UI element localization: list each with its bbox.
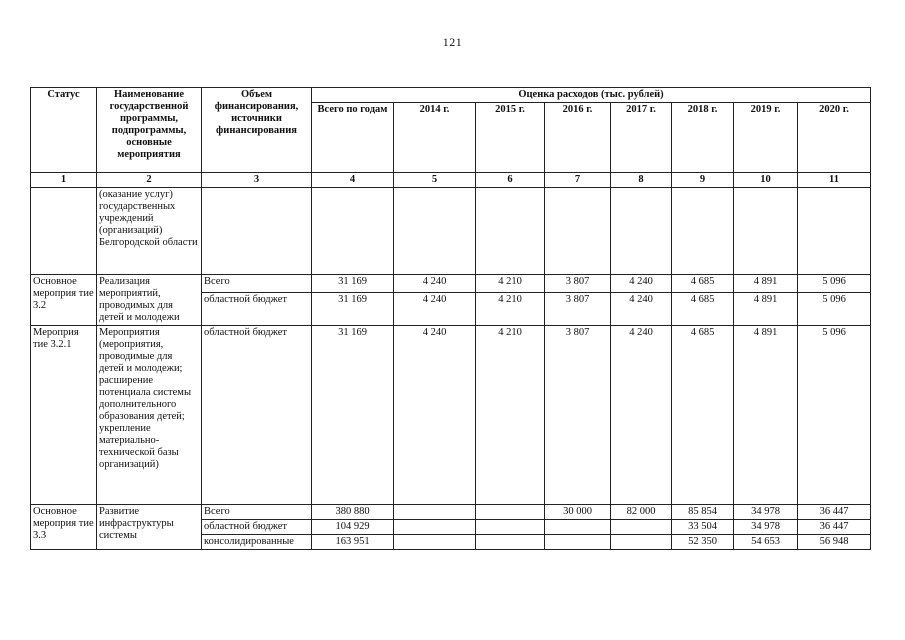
value-cell: 4 891: [734, 275, 798, 293]
status-cell: Мероприя тие 3.2.1: [31, 326, 97, 505]
value-cell: [394, 535, 476, 550]
status-cell: Основное мероприя тие 3.3: [31, 505, 97, 550]
header-year: 2016 г.: [545, 103, 611, 173]
name-cell: Мероприятия (мероприятия, проводимые для детей и молодежи; расширение потенциала системы дополнительного образования детей; укрепление материально-технической базы организаций): [97, 326, 202, 505]
value-cell: 31 169: [312, 326, 394, 505]
header-year: 2014 г.: [394, 103, 476, 173]
value-cell: 31 169: [312, 275, 394, 293]
value-cell: [545, 535, 611, 550]
continuation-text: (оказание услуг) государственных учреждений (организаций) Белгородской области: [97, 188, 202, 275]
value-cell: 4 685: [672, 326, 734, 505]
value-cell: 163 951: [312, 535, 394, 550]
status-cell: [31, 188, 97, 275]
name-cell: Развитие инфраструктуры системы: [97, 505, 202, 550]
header-year: 2018 г.: [672, 103, 734, 173]
value-cell: 56 948: [798, 535, 871, 550]
header-volume: Объем финансирования, источники финансирования: [202, 88, 312, 173]
value-cell: 36 447: [798, 520, 871, 535]
value-cell: 34 978: [734, 520, 798, 535]
value-cell: 33 504: [672, 520, 734, 535]
value-cell: 4 210: [476, 293, 545, 326]
column-number: 6: [476, 173, 545, 188]
page-number: 121: [442, 35, 463, 49]
header-row: [31, 88, 871, 103]
value-cell: 4 210: [476, 275, 545, 293]
column-number: 2: [97, 173, 202, 188]
value-cell: 4 210: [476, 326, 545, 505]
value-cell: 380 880: [312, 505, 394, 520]
value-cell: 4 685: [672, 293, 734, 326]
source-cell: областной бюджет: [202, 326, 312, 505]
table-row: [31, 326, 871, 505]
header-year: 2019 г.: [734, 103, 798, 173]
value-cell: 85 854: [672, 505, 734, 520]
value-cell: [545, 520, 611, 535]
header-name: Наименование государственной программы, подпрограммы, основные мероприятия: [97, 88, 202, 173]
value-cell: [476, 520, 545, 535]
column-number: 4: [312, 173, 394, 188]
value-cell: 4 240: [394, 326, 476, 505]
source-cell: областной бюджет: [202, 293, 312, 326]
value-cell: 3 807: [545, 326, 611, 505]
value-cell: 5 096: [798, 293, 871, 326]
column-numbers-row: [31, 173, 871, 188]
value-cell: 4 891: [734, 326, 798, 505]
value-cell: 34 978: [734, 505, 798, 520]
value-cell: [476, 535, 545, 550]
value-cell: 5 096: [798, 326, 871, 505]
column-number: 9: [672, 173, 734, 188]
column-number: 10: [734, 173, 798, 188]
header-year: 2017 г.: [611, 103, 672, 173]
status-cell: Основное мероприя тие 3.2: [31, 275, 97, 326]
value-cell: [611, 535, 672, 550]
value-cell: [611, 520, 672, 535]
source-cell: областной бюджет: [202, 520, 312, 535]
value-cell: 4 240: [611, 293, 672, 326]
source-cell: Всего: [202, 505, 312, 520]
column-number: 7: [545, 173, 611, 188]
value-cell: 104 929: [312, 520, 394, 535]
value-cell: 82 000: [611, 505, 672, 520]
value-cell: 52 350: [672, 535, 734, 550]
table-row: [31, 275, 871, 293]
column-number: 8: [611, 173, 672, 188]
header-year: 2015 г.: [476, 103, 545, 173]
header-year: 2020 г.: [798, 103, 871, 173]
value-cell: 54 653: [734, 535, 798, 550]
value-cell: 4 685: [672, 275, 734, 293]
source-cell: Всего: [202, 275, 312, 293]
value-cell: [394, 505, 476, 520]
value-cell: 31 169: [312, 293, 394, 326]
budget-table: [30, 87, 871, 550]
value-cell: 4 240: [394, 293, 476, 326]
column-number: 11: [798, 173, 871, 188]
value-cell: 4 240: [611, 275, 672, 293]
header-total: Всего по годам: [312, 103, 394, 173]
value-cell: 36 447: [798, 505, 871, 520]
value-cell: 3 807: [545, 293, 611, 326]
value-cell: 5 096: [798, 275, 871, 293]
source-cell: консолидированные: [202, 535, 312, 550]
table-row: [31, 505, 871, 520]
value-cell: 3 807: [545, 275, 611, 293]
value-cell: 30 000: [545, 505, 611, 520]
header-cost-group: Оценка расходов (тыс. рублей): [312, 88, 871, 103]
value-cell: 4 240: [611, 326, 672, 505]
value-cell: [394, 520, 476, 535]
table-row: [31, 188, 871, 275]
value-cell: 4 891: [734, 293, 798, 326]
value-cell: [476, 505, 545, 520]
value-cell: 4 240: [394, 275, 476, 293]
column-number: 5: [394, 173, 476, 188]
header-status: Статус: [31, 88, 97, 173]
column-number: 1: [31, 173, 97, 188]
column-number: 3: [202, 173, 312, 188]
name-cell: Реализация мероприятий, проводимых для детей и молодежи: [97, 275, 202, 326]
